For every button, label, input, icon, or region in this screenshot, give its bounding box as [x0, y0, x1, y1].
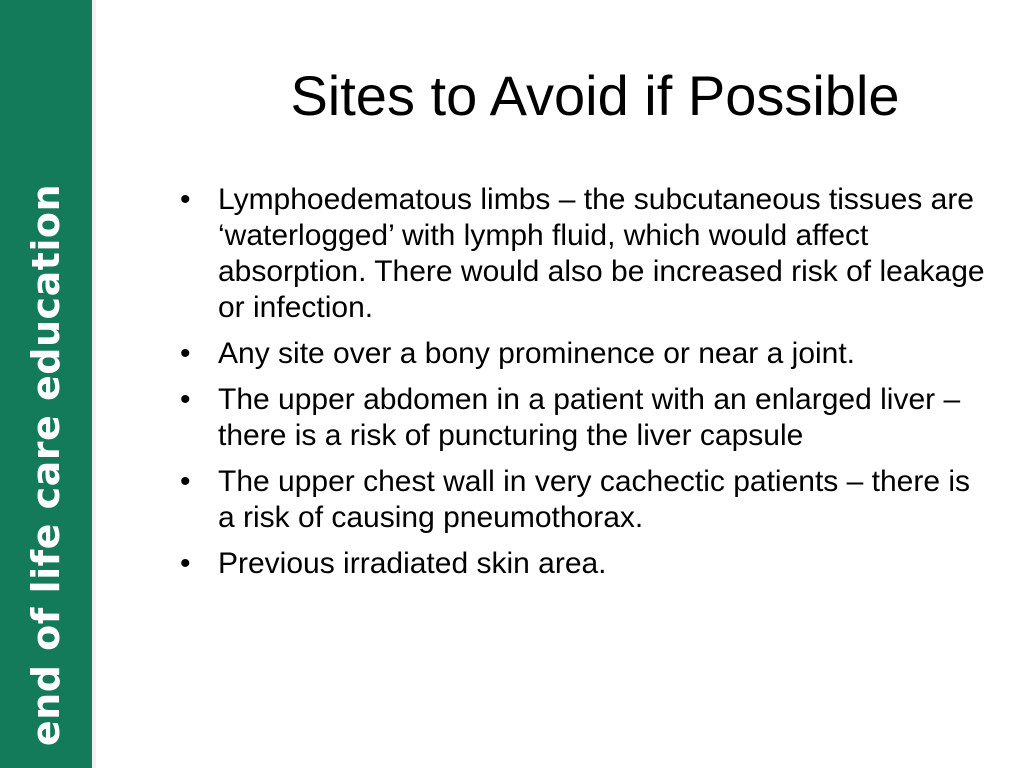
bullet-icon: • [180, 337, 191, 370]
bullet-text: Previous irradiated skin area. [218, 547, 607, 580]
bullet-icon: • [180, 465, 191, 498]
bullet-icon: • [180, 547, 191, 580]
bullet-item-4 [180, 464, 990, 536]
bullet-text: The upper abdomen in a patient with an enlarged liver – there is a risk of puncturing the liver capsule [218, 383, 961, 452]
bullet-item-1 [180, 182, 990, 326]
bullet-list [180, 182, 990, 592]
bullet-text: Any site over a bony prominence or near a joint. [218, 337, 856, 370]
brand-sidebar-text-wrap [0, 0, 92, 768]
bullet-item-5 [180, 546, 990, 582]
bullet-text: Lymphoedematous limbs – the subcutaneous tissues are ‘waterlogged’ with lymph fluid, which would affect absorption. There would also be increased risk of leakage or infection. [218, 183, 985, 324]
slide-title: Sites to Avoid if Possible [290, 64, 900, 127]
bullet-item-3 [180, 382, 990, 454]
bullet-icon: • [180, 383, 191, 416]
bullet-text: The upper chest wall in very cachectic patients – there is a risk of causing pneumothorax. [218, 465, 971, 534]
bullet-item-2 [180, 336, 990, 372]
sidebar-edge [92, 0, 96, 768]
brand-sidebar-text: end of life care education [24, 183, 68, 747]
bullet-icon: • [180, 183, 191, 216]
